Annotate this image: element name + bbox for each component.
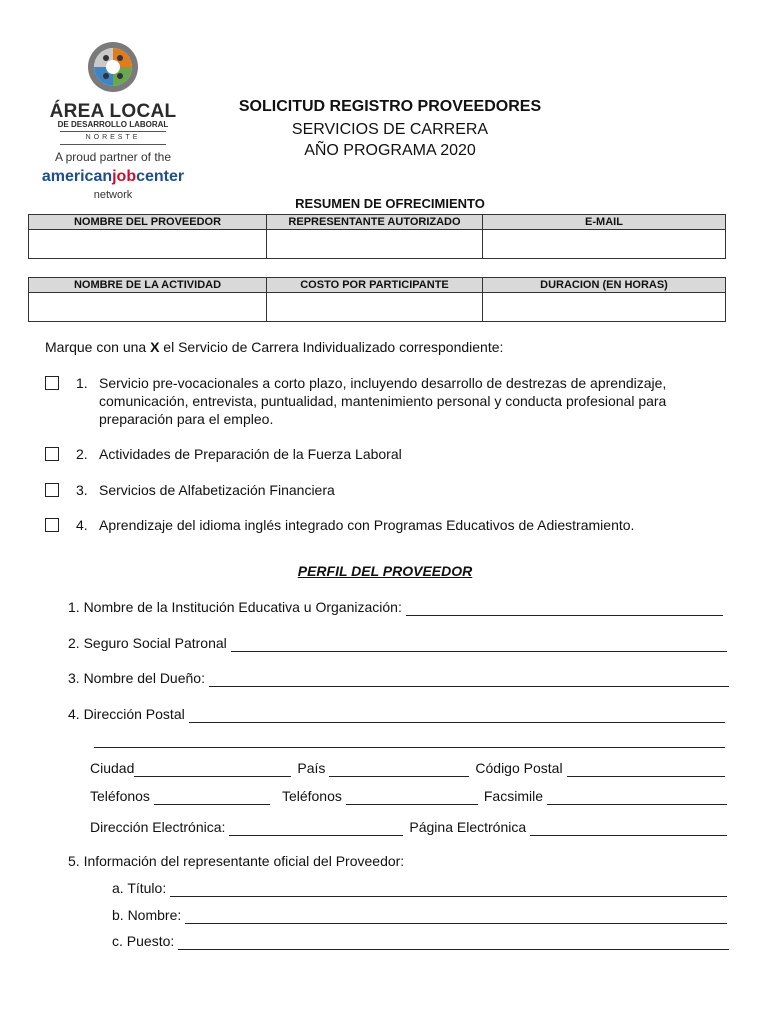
provider-summary-table [28, 214, 726, 259]
gear-logo-icon [86, 40, 140, 94]
option-2 [76, 445, 726, 463]
logo-region: NORESTE [85, 134, 141, 141]
logo [38, 40, 188, 210]
owner-input[interactable] [209, 672, 729, 687]
field-label: a. Título: [112, 880, 167, 896]
option-text: Servicio pre-vocacionales a corto plazo, incluyendo desarrollo de destrezas de aprendizaje, comunicación, entrevista, puntualidad, mantenimiento personal y conducta profesional para preparación para el empleo. [99, 375, 667, 427]
logo-partner-text: A proud partner of the [54, 150, 172, 164]
field-owner [68, 669, 729, 687]
section-heading-resumen: RESUMEN DE OFRECIMIENTO [295, 196, 485, 211]
field-label: c. Puesto: [112, 933, 175, 949]
field-label: Ciudad [90, 760, 135, 776]
option-number: 2. [76, 446, 88, 462]
field-label: b. Nombre: [112, 907, 182, 923]
field-label: 3. Nombre del Dueño: [68, 670, 205, 686]
postal-address-line-2[interactable] [94, 746, 725, 748]
field-label: 2. Seguro Social Patronal [68, 635, 227, 651]
header-cost-per-participant: COSTO POR PARTICIPANTE [267, 278, 483, 293]
field-label: Página Electrónica [409, 819, 527, 835]
option-3 [76, 481, 726, 499]
option-text: Servicios de Alfabetización Financiera [99, 482, 335, 498]
email-cell[interactable] [483, 230, 726, 259]
header-authorized-rep: REPRESENTANTE AUTORIZADO [267, 215, 483, 230]
header-duration: DURACION (EN HORAS) [483, 278, 726, 293]
field-email-web [90, 818, 727, 836]
instructions-mark: X [150, 339, 160, 355]
phone-1-input[interactable] [154, 790, 270, 805]
cost-cell[interactable] [267, 293, 483, 322]
field-label: Código Postal [475, 760, 563, 776]
field-label: Dirección Electrónica: [90, 819, 226, 835]
employer-ssn-input[interactable] [231, 637, 727, 652]
form-subtitle: SERVICIOS DE CARRERA [291, 121, 489, 138]
rep-position-input[interactable] [178, 935, 729, 950]
country-input[interactable] [329, 762, 469, 777]
authorized-rep-cell[interactable] [267, 230, 483, 259]
option-1-checkbox[interactable] [45, 376, 59, 390]
option-1 [76, 374, 726, 428]
email-input[interactable] [229, 821, 403, 836]
form-title: SOLICITUD REGISTRO PROVEEDORES [238, 98, 542, 115]
website-input[interactable] [530, 821, 727, 836]
section-heading-perfil: PERFIL DEL PROVEEDOR [297, 563, 473, 579]
option-text: Aprendizaje del idioma inglés integrado con Programas Educativos de Adiestramiento. [99, 517, 635, 533]
field-rep-name [112, 906, 727, 924]
header-activity-name: NOMBRE DE LA ACTIVIDAD [29, 278, 267, 293]
option-3-checkbox[interactable] [45, 483, 59, 497]
field-employer-ssn [68, 634, 727, 652]
logo-network: network [93, 189, 133, 201]
logo-name: ÁREA LOCAL [49, 101, 177, 122]
rep-name-input[interactable] [185, 909, 727, 924]
field-label: 4. Dirección Postal [68, 706, 185, 722]
field-label: País [297, 760, 326, 776]
field-city-country-zip [90, 759, 725, 777]
activity-table [28, 277, 726, 322]
field-rep-position [112, 932, 729, 950]
field-label: 1. Nombre de la Institución Educativa u Organización: [68, 599, 402, 615]
option-number: 4. [76, 517, 88, 533]
field-phones-fax [90, 787, 727, 805]
logo-divider [60, 144, 166, 145]
field-institution [68, 598, 723, 616]
option-4 [76, 516, 726, 534]
city-input[interactable] [134, 762, 291, 777]
option-number: 3. [76, 482, 88, 498]
field-label: Teléfonos [90, 788, 150, 804]
institution-input[interactable] [406, 601, 723, 616]
fax-input[interactable] [547, 790, 727, 805]
logo-subtitle: DE DESARROLLO LABORAL [57, 120, 169, 129]
duration-cell[interactable] [483, 293, 726, 322]
ajc-american: american [41, 168, 113, 185]
option-number: 1. [76, 375, 88, 391]
activity-name-cell[interactable] [29, 293, 267, 322]
ajc-center: center [136, 168, 185, 185]
header-email: E-MAIL [483, 215, 726, 230]
header-provider-name: NOMBRE DEL PROVEEDOR [29, 215, 267, 230]
field-rep-title [112, 879, 727, 897]
zip-input[interactable] [567, 762, 725, 777]
instructions [45, 339, 503, 355]
option-text: Actividades de Preparación de la Fuerza Laboral [99, 446, 402, 462]
option-4-checkbox[interactable] [45, 518, 59, 532]
postal-address-input[interactable] [189, 708, 725, 723]
ajc-logo-text [38, 168, 188, 186]
field-postal-address [68, 705, 725, 723]
field-label: Facsimile [483, 788, 543, 804]
program-year: AÑO PROGRAMA 2020 [304, 142, 476, 159]
instructions-text-end: el Servicio de Carrera Individualizado correspondiente: [159, 339, 504, 355]
option-2-checkbox[interactable] [45, 447, 59, 461]
logo-divider [60, 131, 166, 132]
phone-2-input[interactable] [346, 790, 478, 805]
field-label: 5. Información del representante oficial del Proveedor: [68, 853, 405, 869]
rep-title-input[interactable] [170, 882, 727, 897]
field-label: Teléfonos [281, 788, 342, 804]
provider-name-cell[interactable] [29, 230, 267, 259]
field-representative-heading [68, 852, 728, 870]
ajc-job: job [112, 168, 137, 185]
instructions-text: Marque con una [45, 339, 151, 355]
